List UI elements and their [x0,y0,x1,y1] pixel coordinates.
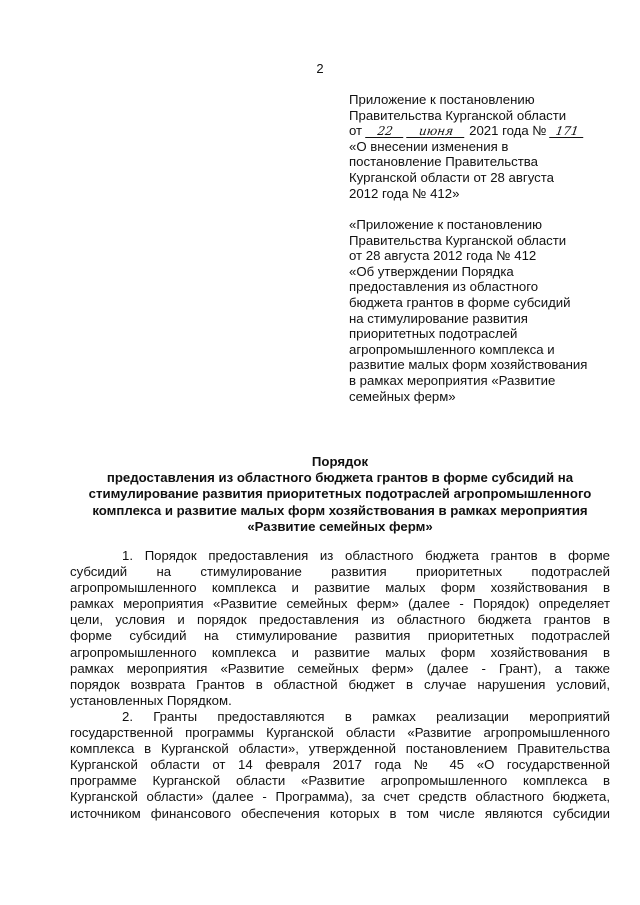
body-line: цели, условия и порядок предоставления из областного бюджета грантов в [70,612,610,628]
title-line: Порядок [311,454,369,469]
body-line: форме субсидий на стимулирование развития приоритетных подотраслей [70,628,610,644]
annex-line: Правительства Курганской области [349,232,567,248]
annex-date-line [349,123,619,139]
body-line: рамках мероприятия «Развитие семейных ферм» (далее - Порядок) определяет [70,596,610,612]
document-body [70,548,610,822]
annex-line: Приложение к постановлению [349,92,535,107]
title-line: «Развитие семейных ферм» [247,518,433,534]
body-line: агропромышленного комплекса и развитие малых форм хозяйствования в [70,644,610,660]
annex-line: Правительства Курганской области [349,107,567,123]
annex-line: в рамках мероприятия «Развитие [349,372,556,388]
body-line: комплекса в Курганской области», утвержденной постановлением Правительства [70,741,610,757]
handwritten-number: 171 [549,126,585,138]
body-line: агропромышленного комплекса и развитие малых форм хозяйствования в [70,580,610,596]
title-line: предоставления из областного бюджета грантов в форме субсидий на [106,470,574,486]
body-line: рамках мероприятия «Развитие семейных ферм» (далее - Грант), а также [70,660,610,676]
annex-line: Курганской области от 28 августа [349,169,554,185]
annex-line: развитие малых форм хозяйствования [349,357,588,373]
annex-line: приоритетных подотраслей [349,326,518,342]
document-title [70,454,610,535]
body-line: 1. Порядок предоставления из областного бюджета грантов в форме [122,548,610,563]
body-line: субсидий на стимулирование развития приоритетных подотраслей [70,564,610,580]
annex-line: на стимулирование развития [349,310,528,326]
annex-line: агропромышленного комплекса и [349,341,555,357]
body-line: 2. Гранты предоставляются в рамках реализации мероприятий [122,708,610,724]
body-line: Курганской области от 14 февраля 2017 года № 45 «О государственной [70,757,610,773]
annex-line: постановление Правительства [349,154,538,170]
date-year: 2021 года № [469,123,547,139]
annex-line: бюджета грантов в форме субсидий [349,294,571,310]
date-prefix: от [349,123,363,139]
annex-line: «О внесении изменения в [349,138,509,154]
body-line: установленных Порядком. [70,692,232,708]
annex-line: «Об утверждении Порядка [349,263,514,279]
annex-header-amendment [349,92,619,201]
body-line: порядок возврата Грантов в областной бюджет в случае нарушения условий, [70,676,610,692]
annex-line: 2012 года № 412» [349,185,460,201]
annex-line: от 28 августа 2012 года № 412 [349,248,537,264]
annex-header-original [349,217,619,404]
annex-line: «Приложение к постановлению [349,217,542,232]
body-line: государственной программы Курганской области «Развитие агропромышленного [70,725,610,741]
handwritten-day: 22 [365,126,405,138]
annex-line: семейных ферм» [349,388,456,404]
body-line: программе Курганской области «Развитие агропромышленного комплекса в [70,773,610,789]
page-number: 2 [316,61,324,76]
annex-line: предоставления из областного [349,279,539,295]
title-line: комплекса и развитие малых форм хозяйствования в рамках мероприятия [92,502,588,518]
body-line: источником финансового обеспечения которых в том числе являются субсидии [70,805,610,821]
handwritten-month: июня [407,126,467,138]
title-line: стимулирование развития приоритетных подотраслей агропромышленного [88,486,592,502]
body-line: Курганской области» (далее - Программа), за счет средств областного бюджета, [70,789,610,805]
